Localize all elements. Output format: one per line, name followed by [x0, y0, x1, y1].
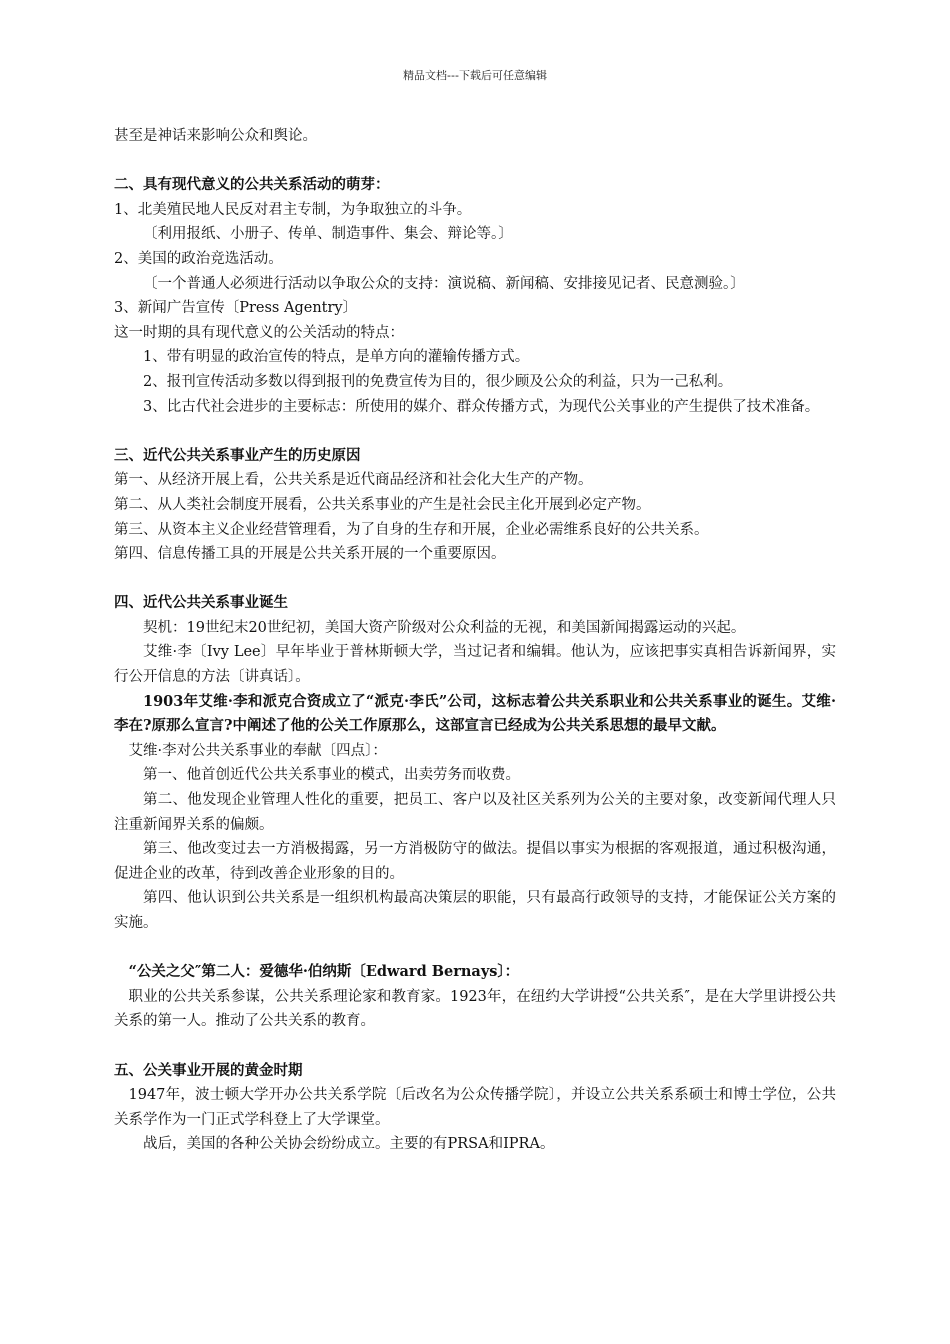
paragraph: 第三、他改变过去一方消极揭露，另一方消极防守的做法。提倡以事实为根据的客观报道，通过积极沟通，促进企业的改革，待到改善企业形象的目的。 — [114, 841, 836, 882]
paragraph: “公关之父″第二人：爱德华·伯纳斯〔Edward Bernays〕： — [128, 963, 520, 981]
blank-line — [114, 419, 836, 444]
paragraph: 3、新闻广告宣传〔Press Agentry〕 — [114, 300, 358, 317]
document-body — [114, 124, 836, 1157]
paragraph: 1903年艾维·李和派克合资成立了“派克·李氏”公司，这标志着公共关系职业和公共关系事业的诞生。艾维·李在?原那么宣言?中阐述了他的公关工作原那么，这部宣言已经成为公共关系思想的最早文献。 — [114, 692, 836, 735]
paragraph: 第四、信息传播工具的开展是公共关系开展的一个重要原因。 — [114, 546, 506, 563]
paragraph: 1、带有明显的政治宣传的特点，是单方向的灌输传播方式。 — [143, 349, 530, 366]
section-heading: 五、公关事业开展的黄金时期 — [114, 1061, 303, 1079]
section-heading: 三、近代公共关系事业产生的历史原因 — [114, 446, 361, 464]
paragraph: 第三、从资本主义企业经营管理看，为了自身的生存和开展，企业必需维系良好的公共关系。 — [114, 521, 709, 538]
paragraph: 第一、他首创近代公共关系事业的模式，出卖劳务而收费。 — [143, 767, 520, 784]
paragraph: 第二、他发现企业管理人性化的重要，把员工、客户以及社区关系列为公关的主要对象，改变新闻代理人只注重新闻界关系的偏颇。 — [114, 792, 836, 833]
page-header: 精品文档---下载后可任意编辑 — [403, 69, 547, 82]
paragraph: 2、美国的政治竞选活动。 — [114, 250, 283, 267]
blank-line — [114, 149, 836, 174]
paragraph: 艾维·李对公共关系事业的奉献〔四点〕： — [128, 742, 387, 759]
section-heading: 二、具有现代意义的公共关系活动的萌芽： — [114, 176, 390, 194]
section-heading: 四、近代公共关系事业诞生 — [114, 594, 288, 612]
paragraph: 〔利用报纸、小册子、传单、制造事件、集会、辩论等。〕 — [143, 226, 513, 243]
paragraph: 〔一个普通人必须进行活动以争取公众的支持：演说稿、新闻稿、安排接见记者、民意测验。〕 — [143, 275, 745, 292]
paragraph: 3、比古代社会进步的主要标志：所使用的媒介、群众传播方式，为现代公关事业的产生提供了技术准备。 — [143, 398, 820, 415]
paragraph: 第一、从经济开展上看，公共关系是近代商品经济和社会化大生产的产物。 — [114, 472, 593, 489]
paragraph: 第四、他认识到公共关系是一组织机构最高决策层的职能，只有最高行政领导的支持，才能保证公关方案的实施。 — [114, 890, 836, 931]
paragraph: 甚至是神话来影响公众和舆论。 — [114, 128, 317, 144]
paragraph: 艾维·李〔Ivy Lee〕早年毕业于普林斯顿大学，当过记者和编辑。他认为，应该把事实真相告诉新闻界，实行公开信息的方法〔讲真话〕。 — [114, 644, 836, 686]
paragraph: 战后，美国的各种公关协会纷纷成立。主要的有PRSA和IPRA。 — [143, 1136, 555, 1153]
paragraph: 职业的公共关系参谋，公共关系理论家和教育家。1923年，在纽约大学讲授“公共关系″，是在大学里讲授公共关系的第一人。推动了公共关系的教育。 — [114, 988, 836, 1030]
paragraph: 1、北美殖民地人民反对君主专制，为争取独立的斗争。 — [114, 201, 472, 218]
blank-line — [114, 567, 836, 592]
paragraph: 契机：19世纪末20世纪初，美国大资产阶级对公众利益的无视，和美国新闻揭露运动的兴起。 — [143, 619, 746, 636]
paragraph: 第二、从人类社会制度开展看，公共关系事业的产生是社会民主化开展到必定产物。 — [114, 496, 651, 513]
paragraph: 1947年，波士顿大学开办公共关系学院〔后改名为公众传播学院〕，并设立公共关系系硕士和博士学位，公共关系学作为一门正式学科登上了大学课堂。 — [114, 1087, 836, 1128]
paragraph: 2、报刊宣传活动多数以得到报刊的免费宣传为目的，很少顾及公众的利益，只为一己私利。 — [143, 373, 733, 390]
paragraph: 这一时期的具有现代意义的公关活动的特点： — [114, 324, 404, 341]
blank-line — [114, 1034, 836, 1059]
blank-line — [114, 936, 836, 961]
